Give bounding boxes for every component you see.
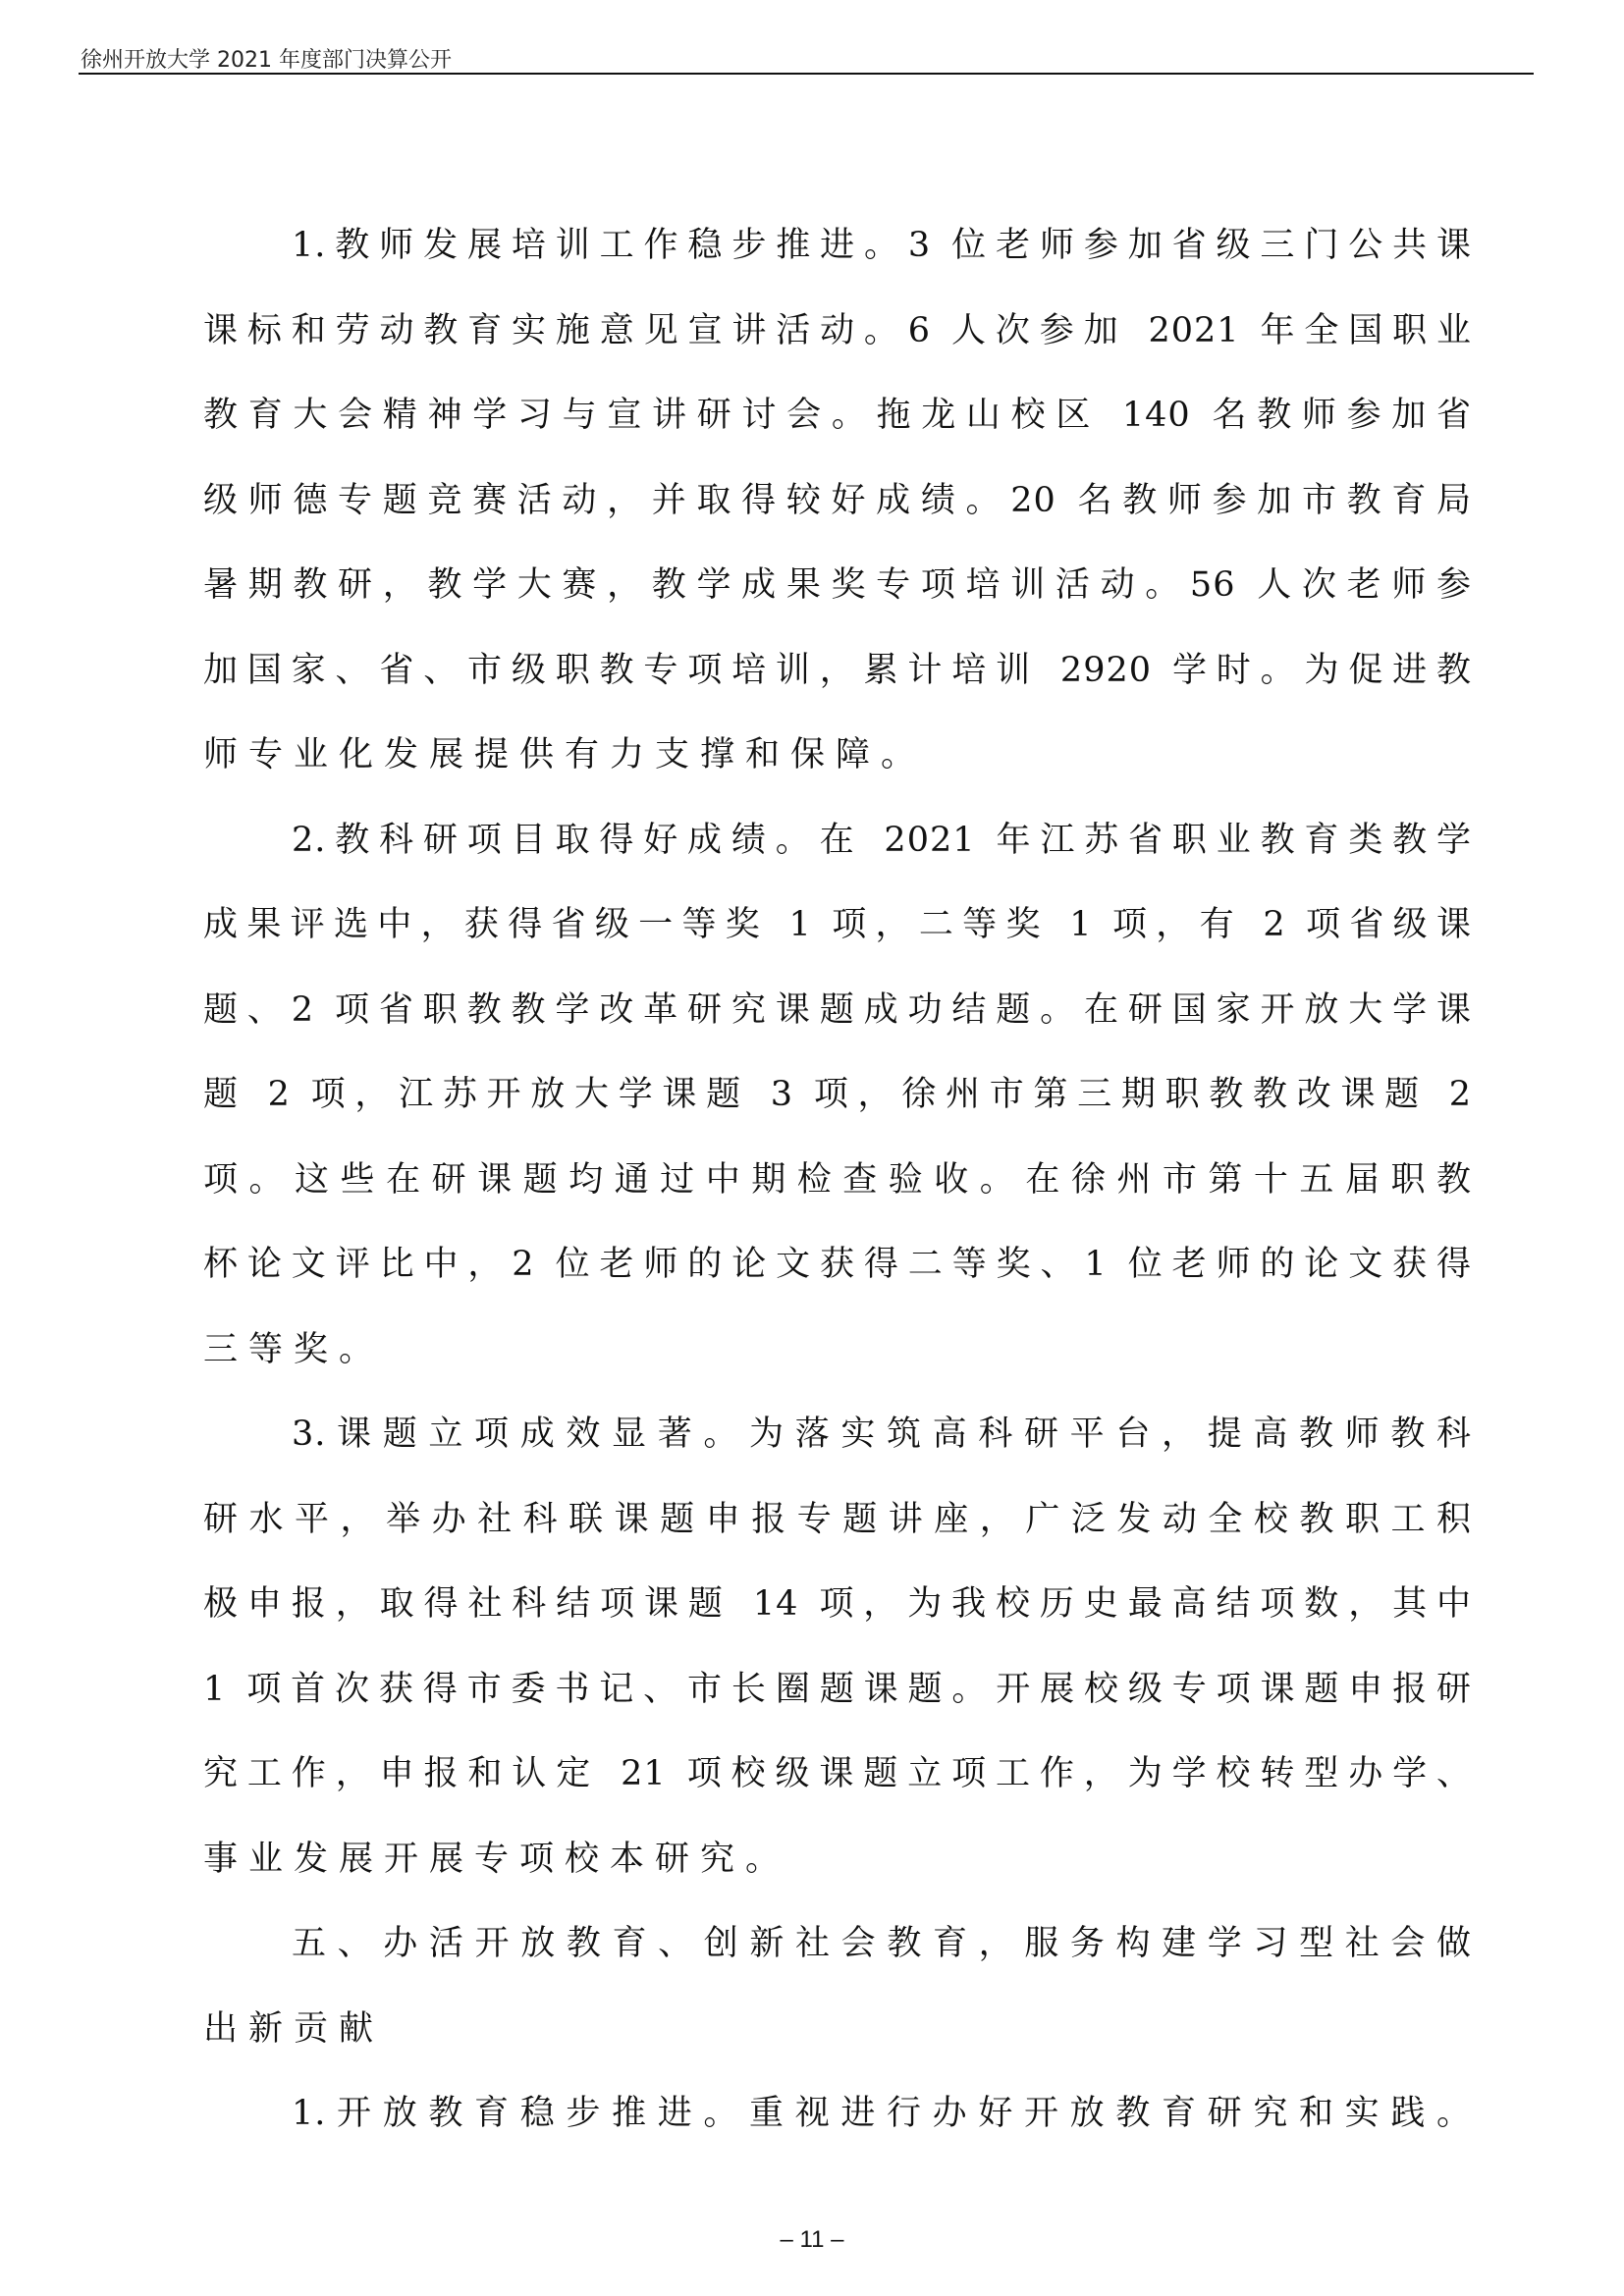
text-line: 级师德专题竞赛活动，并取得较好成绩。20 名教师参加市教育局 bbox=[203, 481, 1472, 520]
page-header-title: 徐州开放大学 2021 年度部门决算公开 bbox=[81, 48, 452, 73]
text-line: 究工作，申报和认定 21 项校级课题立项工作，为学校转型办学、 bbox=[203, 1754, 1472, 1793]
text-line: 暑期教研，教学大赛，教学成果奖专项培训活动。56 人次老师参 bbox=[203, 565, 1472, 605]
text-line: 出新贡献 bbox=[203, 2009, 385, 2049]
text-line: 五、办活开放教育、创新社会教育，服务构建学习型社会做 bbox=[292, 1924, 1472, 1963]
text-line: 1.教师发展培训工作稳步推进。3 位老师参加省级三门公共课 bbox=[292, 226, 1472, 265]
text-line: 加国家、省、市级职教专项培训，累计培训 2920 学时。为促进教 bbox=[203, 651, 1472, 690]
text-line: 项。这些在研课题均通过中期检查验收。在徐州市第十五届职教 bbox=[203, 1160, 1472, 1200]
text-line: 课标和劳动教育实施意见宣讲活动。6 人次参加 2021 年全国职业 bbox=[203, 311, 1472, 350]
header-divider bbox=[79, 73, 1534, 75]
text-line: 2.教科研项目取得好成绩。在 2021 年江苏省职业教育类教学 bbox=[292, 821, 1472, 860]
text-line: 事业发展开展专项校本研究。 bbox=[203, 1840, 791, 1879]
text-line: 1.开放教育稳步推进。重视进行办好开放教育研究和实践。 bbox=[292, 2094, 1472, 2133]
text-line: 教育大会精神学习与宣讲研讨会。拖龙山校区 140 名教师参加省 bbox=[203, 396, 1472, 435]
text-line: 题 2 项，江苏开放大学课题 3 项，徐州市第三期职教教改课题 2 bbox=[203, 1075, 1472, 1114]
text-line: 1 项首次获得市委书记、市长圈题课题。开展校级专项课题申报研 bbox=[203, 1670, 1472, 1709]
page-number: – 11 – bbox=[780, 2226, 844, 2253]
text-line: 极申报，取得社科结项课题 14 项，为我校历史最高结项数，其中 bbox=[203, 1584, 1472, 1624]
text-line: 三等奖。 bbox=[203, 1330, 385, 1369]
text-line: 杯论文评比中，2 位老师的论文获得二等奖、1 位老师的论文获得 bbox=[203, 1245, 1472, 1284]
text-line: 成果评选中，获得省级一等奖 1 项，二等奖 1 项，有 2 项省级课 bbox=[203, 905, 1472, 944]
text-line: 题、2 项省职教教学改革研究课题成功结题。在研国家开放大学课 bbox=[203, 990, 1472, 1030]
text-line: 师专业化发展提供有力支撑和保障。 bbox=[203, 735, 927, 774]
text-line: 研水平，举办社科联课题申报专题讲座，广泛发动全校教职工积 bbox=[203, 1500, 1472, 1539]
text-line: 3.课题立项成效显著。为落实筑高科研平台，提高教师教科 bbox=[292, 1415, 1472, 1454]
